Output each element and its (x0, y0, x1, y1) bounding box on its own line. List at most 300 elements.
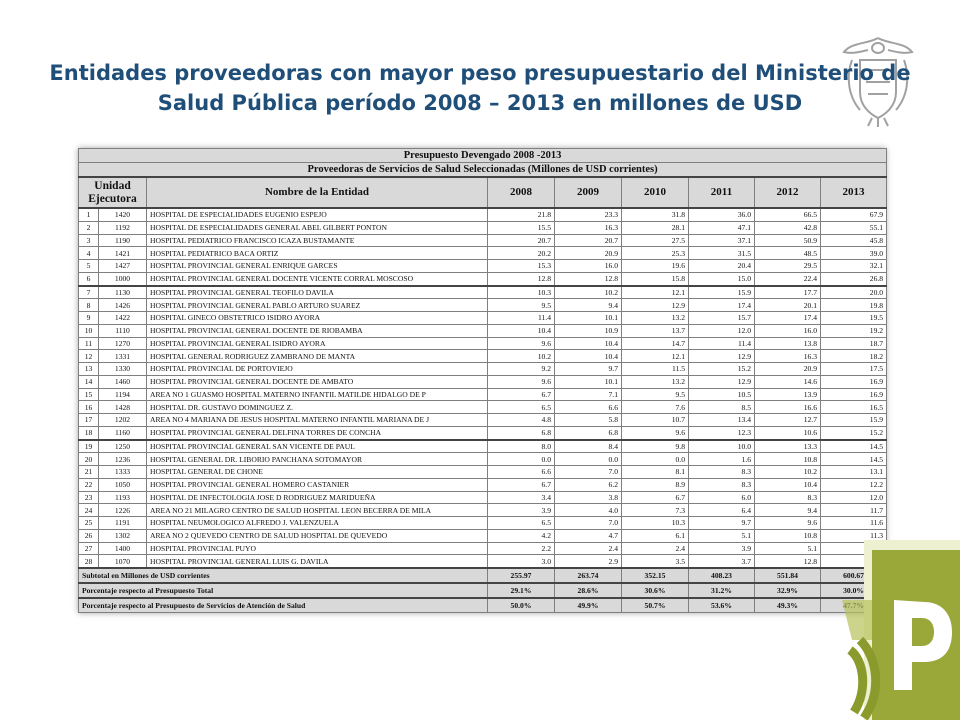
year-value: 16.5 (821, 401, 887, 414)
year-value: 13.8 (755, 337, 821, 350)
column-header-year: 2013 (821, 177, 887, 208)
year-value: 12.2 (821, 478, 887, 491)
totals-value: 600.67 (821, 568, 887, 583)
totals-value: 50.7% (622, 598, 689, 613)
year-value: 14.6 (755, 375, 821, 388)
year-value: 20.7 (488, 234, 555, 247)
year-value: 21.8 (488, 208, 555, 221)
entity-name: HOSPITAL GENERAL DE CHONE (147, 466, 488, 479)
year-value: 9.2 (488, 363, 555, 376)
year-value: 17.4 (755, 312, 821, 325)
year-value: 22.4 (755, 272, 821, 285)
totals-value: 31.2% (689, 583, 755, 598)
year-value: 19.5 (821, 312, 887, 325)
year-value: 2.9 (555, 555, 622, 568)
year-value: 15.9 (821, 414, 887, 427)
unit-code: 1160 (99, 426, 147, 439)
table-row (79, 491, 887, 504)
totals-value: 30.6% (622, 583, 689, 598)
entity-name: HOSPITAL PROVINCIAL GENERAL ENRIQUE GARCES (147, 260, 488, 273)
year-value: 42.8 (755, 221, 821, 234)
row-number: 15 (79, 388, 99, 401)
year-value: 6.8 (488, 426, 555, 439)
row-number: 7 (79, 286, 99, 299)
totals-value: 30.0% (821, 583, 887, 598)
table-row (79, 260, 887, 273)
year-value: 13.1 (821, 466, 887, 479)
year-value: 14.5 (821, 440, 887, 453)
totals-row (79, 583, 887, 598)
year-value: 10.8 (755, 529, 821, 542)
year-value: 8.5 (689, 401, 755, 414)
year-value: 4.2 (488, 529, 555, 542)
unit-code: 1333 (99, 466, 147, 479)
unit-code: 1400 (99, 542, 147, 555)
year-value: 50.9 (755, 234, 821, 247)
totals-value: 29.1% (488, 583, 555, 598)
year-value: 10.2 (755, 466, 821, 479)
year-value: 10.4 (555, 350, 622, 363)
unit-code: 1000 (99, 272, 147, 285)
unit-code: 1330 (99, 363, 147, 376)
table-heading-1: Presupuesto Devengado 2008 -2013 (79, 149, 887, 163)
year-value: 6.7 (488, 388, 555, 401)
table-row (79, 234, 887, 247)
row-number: 14 (79, 375, 99, 388)
table-row (79, 272, 887, 285)
year-value: 29.5 (755, 260, 821, 273)
year-value: 20.2 (488, 247, 555, 260)
year-value: 26.8 (821, 272, 887, 285)
year-value: 9.7 (555, 363, 622, 376)
totals-value: 49.3% (755, 598, 821, 613)
budget-table (78, 148, 887, 613)
year-value: 7.0 (555, 466, 622, 479)
unit-code: 1226 (99, 504, 147, 517)
table-row (79, 426, 887, 439)
year-value: 3.9 (488, 504, 555, 517)
column-header-year: 2010 (622, 177, 689, 208)
year-value: 12.8 (555, 272, 622, 285)
totals-label: Porcentaje respecto al Presupuesto de Servicios de Atención de Salud (79, 598, 488, 613)
entity-name: HOSPITAL GENERAL RODRIGUEZ ZAMBRANO DE MANTA (147, 350, 488, 363)
entity-name: HOSPITAL GENERAL DR. LIBORIO PANCHANA SOTOMAYOR (147, 453, 488, 466)
year-value: 39.0 (821, 247, 887, 260)
table-row (79, 247, 887, 260)
row-number: 19 (79, 440, 99, 453)
column-header-year: 2011 (689, 177, 755, 208)
entity-name: HOSPITAL PROVINCIAL GENERAL DOCENTE DE RIOBAMBA (147, 324, 488, 337)
year-value: 31.5 (689, 247, 755, 260)
entity-name: HOSPITAL PROVINCIAL GENERAL LUIS G. DAVILA (147, 555, 488, 568)
year-value: 7.3 (622, 504, 689, 517)
totals-value: 263.74 (555, 568, 622, 583)
entity-name: HOSPITAL PROVINCIAL GENERAL SAN VICENTE DE PAUL (147, 440, 488, 453)
table-row (79, 299, 887, 312)
totals-label: Subtotal en Millones de USD corrientes (79, 568, 488, 583)
totals-value: 255.97 (488, 568, 555, 583)
year-value: 2.2 (488, 542, 555, 555)
unit-code: 1193 (99, 491, 147, 504)
year-value: 10.2 (488, 350, 555, 363)
row-number: 2 (79, 221, 99, 234)
table-row (79, 542, 887, 555)
entity-name: HOSPITAL PEDIATRICO BACA ORTIZ (147, 247, 488, 260)
year-value: 10.3 (488, 286, 555, 299)
year-value: 19.6 (622, 260, 689, 273)
row-number: 4 (79, 247, 99, 260)
column-header-year: 2012 (755, 177, 821, 208)
year-value: 11.4 (488, 312, 555, 325)
entity-name: AREA NO 21 MILAGRO CENTRO DE SALUD HOSPITAL LEON BECERRA DE MILA (147, 504, 488, 517)
entity-name: HOSPITAL PEDIATRICO FRANCISCO ICAZA BUSTAMANTE (147, 234, 488, 247)
year-value: 5.1 (755, 542, 821, 555)
totals-value: 28.6% (555, 583, 622, 598)
entity-name: AREA NO 1 GUASMO HOSPITAL MATERNO INFANTIL MATILDE HIDALGO DE P (147, 388, 488, 401)
year-value: 16.3 (555, 221, 622, 234)
year-value: 11.7 (821, 504, 887, 517)
year-value: 8.9 (622, 478, 689, 491)
year-value: 6.8 (555, 426, 622, 439)
totals-value: 352.15 (622, 568, 689, 583)
table-row (79, 504, 887, 517)
column-header-unit: Unidad Ejecutora (79, 177, 147, 208)
column-header-year: 2009 (555, 177, 622, 208)
year-value: 7.6 (622, 401, 689, 414)
year-value: 16.6 (755, 401, 821, 414)
year-value: 12.1 (622, 286, 689, 299)
year-value: 16.0 (555, 260, 622, 273)
entity-name: HOSPITAL PROVINCIAL PUYO (147, 542, 488, 555)
slide-title-line1: Entidades proveedoras con mayor peso presupuestario del Ministerio de (49, 61, 911, 85)
row-number: 21 (79, 466, 99, 479)
unit-code: 1426 (99, 299, 147, 312)
year-value: 18.2 (821, 350, 887, 363)
year-value: 12.0 (689, 324, 755, 337)
row-number: 22 (79, 478, 99, 491)
unit-code: 1194 (99, 388, 147, 401)
year-value: 20.4 (689, 260, 755, 273)
row-number: 28 (79, 555, 99, 568)
year-value: 19.8 (821, 299, 887, 312)
year-value: 10.4 (555, 337, 622, 350)
year-value: 15.9 (689, 286, 755, 299)
year-value: 10.6 (755, 426, 821, 439)
year-value: 2.4 (555, 542, 622, 555)
row-number: 27 (79, 542, 99, 555)
year-value: 7.1 (555, 388, 622, 401)
year-value: 10.4 (755, 478, 821, 491)
year-value: 11.4 (689, 337, 755, 350)
entity-name: HOSPITAL DE INFECTOLOGIA JOSE D RODRIGUEZ MARIDUEÑA (147, 491, 488, 504)
year-value: 9.6 (488, 375, 555, 388)
row-number: 8 (79, 299, 99, 312)
entity-name: HOSPITAL PROVINCIAL GENERAL DOCENTE DE AMBATO (147, 375, 488, 388)
year-value: 11.3 (821, 529, 887, 542)
year-value: 15.5 (488, 221, 555, 234)
unit-code: 1270 (99, 337, 147, 350)
year-value: 12.9 (689, 350, 755, 363)
unit-code: 1070 (99, 555, 147, 568)
unit-code: 1460 (99, 375, 147, 388)
row-number: 12 (79, 350, 99, 363)
entity-name: HOSPITAL PROVINCIAL GENERAL PABLO ARTURO SUAREZ (147, 299, 488, 312)
year-value: 1.6 (689, 453, 755, 466)
unit-code: 1192 (99, 221, 147, 234)
year-value: 19.2 (821, 324, 887, 337)
entity-name: AREA NO 4 MARIANA DE JESUS HOSPITAL MATERNO INFANTIL MARIANA DE J (147, 414, 488, 427)
year-value: 66.5 (755, 208, 821, 221)
slide-title-line2: Salud Pública período 2008 – 2013 en millones de USD (157, 91, 803, 115)
row-number: 24 (79, 504, 99, 517)
year-value: 16.9 (821, 375, 887, 388)
year-value: 14.5 (821, 453, 887, 466)
year-value: 12.0 (821, 491, 887, 504)
year-value: 5.8 (555, 414, 622, 427)
unit-code: 1236 (99, 453, 147, 466)
unit-code: 1331 (99, 350, 147, 363)
year-value: 13.2 (622, 312, 689, 325)
year-value: 4.8 (488, 414, 555, 427)
table-row (79, 350, 887, 363)
year-value: 12.9 (689, 375, 755, 388)
entity-name: HOSPITAL PROVINCIAL GENERAL HOMERO CASTANIER (147, 478, 488, 491)
year-value: 9.6 (622, 426, 689, 439)
table-row (79, 208, 887, 221)
year-value: 4.0 (555, 504, 622, 517)
year-value: 12.3 (689, 426, 755, 439)
year-value: 47.1 (689, 221, 755, 234)
year-value: 9.4 (755, 504, 821, 517)
year-value: 0.0 (622, 453, 689, 466)
year-value: 9.4 (555, 299, 622, 312)
table-row (79, 312, 887, 325)
year-value: 15.3 (488, 260, 555, 273)
year-value: 0.0 (555, 453, 622, 466)
year-value: 31.8 (622, 208, 689, 221)
year-value: 10.1 (555, 312, 622, 325)
year-value: 15.7 (689, 312, 755, 325)
unit-code: 1110 (99, 324, 147, 337)
table-row (79, 388, 887, 401)
totals-label: Porcentaje respecto al Presupuesto Total (79, 583, 488, 598)
year-value: 3.7 (689, 555, 755, 568)
entity-name: HOSPITAL DR. GUSTAVO DOMINGUEZ Z. (147, 401, 488, 414)
row-number: 17 (79, 414, 99, 427)
table-row (79, 440, 887, 453)
year-value: 6.4 (689, 504, 755, 517)
unit-code: 1130 (99, 286, 147, 299)
budget-table-container (78, 148, 886, 613)
year-value: 6.5 (488, 401, 555, 414)
year-value: 36.0 (689, 208, 755, 221)
row-number: 20 (79, 453, 99, 466)
unit-code: 1428 (99, 401, 147, 414)
unit-code: 1190 (99, 234, 147, 247)
year-value: 20.1 (755, 299, 821, 312)
unit-code: 1302 (99, 529, 147, 542)
year-value: 10.0 (689, 440, 755, 453)
unit-code: 1050 (99, 478, 147, 491)
year-value: 10.4 (488, 324, 555, 337)
ministry-logo-icon (842, 540, 960, 720)
year-value: 8.3 (689, 466, 755, 479)
year-value: 20.0 (821, 286, 887, 299)
unit-code: 1420 (99, 208, 147, 221)
year-value: 6.2 (555, 478, 622, 491)
entity-name: HOSPITAL GINECO OBSTETRICO ISIDRO AYORA (147, 312, 488, 325)
table-heading-2: Proveedoras de Servicios de Salud Seleccionadas (Millones de USD corrientes) (79, 163, 887, 178)
year-value: 8.4 (555, 440, 622, 453)
unit-code: 1202 (99, 414, 147, 427)
year-value: 20.7 (555, 234, 622, 247)
year-value: 6.6 (555, 401, 622, 414)
table-body (79, 208, 887, 613)
totals-value: 551.84 (755, 568, 821, 583)
year-value: 12.8 (755, 555, 821, 568)
row-number: 9 (79, 312, 99, 325)
year-value: 25.3 (622, 247, 689, 260)
year-value: 16.3 (755, 350, 821, 363)
year-value: 45.8 (821, 234, 887, 247)
row-number: 25 (79, 517, 99, 530)
year-value: 15.0 (689, 272, 755, 285)
year-value: 10.3 (622, 517, 689, 530)
totals-row (79, 598, 887, 613)
table-row (79, 517, 887, 530)
table-row (79, 529, 887, 542)
year-value: 11.5 (622, 363, 689, 376)
column-header-year: 2008 (488, 177, 555, 208)
table-row (79, 286, 887, 299)
year-value: 17.4 (689, 299, 755, 312)
year-value: 10.9 (555, 324, 622, 337)
unit-code: 1191 (99, 517, 147, 530)
unit-code: 1422 (99, 312, 147, 325)
year-value: 9.5 (488, 299, 555, 312)
year-value: 9.6 (488, 337, 555, 350)
row-number: 23 (79, 491, 99, 504)
year-value: 18.7 (821, 337, 887, 350)
year-value: 28.1 (622, 221, 689, 234)
year-value: 17.5 (821, 363, 887, 376)
row-number: 11 (79, 337, 99, 350)
table-row (79, 401, 887, 414)
row-number: 5 (79, 260, 99, 273)
totals-value: 53.6% (689, 598, 755, 613)
year-value: 32.1 (821, 260, 887, 273)
year-value: 16.9 (821, 388, 887, 401)
year-value: 3.4 (488, 491, 555, 504)
year-value: 7.0 (555, 517, 622, 530)
entity-name: HOSPITAL NEUMOLOGICO ALFREDO J. VALENZUELA (147, 517, 488, 530)
year-value: 12.9 (622, 299, 689, 312)
table-row (79, 337, 887, 350)
year-value: 13.4 (689, 414, 755, 427)
year-value: 15.2 (821, 426, 887, 439)
row-number: 3 (79, 234, 99, 247)
totals-row (79, 568, 887, 583)
year-value: 67.9 (821, 208, 887, 221)
year-value: 9.8 (622, 440, 689, 453)
year-value: 12.1 (622, 350, 689, 363)
row-number: 1 (79, 208, 99, 221)
year-value: 12.8 (488, 272, 555, 285)
year-value: 13.3 (755, 440, 821, 453)
totals-value: 49.9% (555, 598, 622, 613)
year-value: 15.8 (622, 272, 689, 285)
year-value: 48.5 (755, 247, 821, 260)
year-value: 13.9 (755, 388, 821, 401)
unit-code: 1250 (99, 440, 147, 453)
table-row (79, 221, 887, 234)
year-value: 3.0 (488, 555, 555, 568)
row-number: 13 (79, 363, 99, 376)
year-value: 10.1 (555, 375, 622, 388)
year-value: 12.7 (755, 414, 821, 427)
table-row (79, 363, 887, 376)
column-header-name: Nombre de la Entidad (147, 177, 488, 208)
year-value: 10.7 (622, 414, 689, 427)
table-row (79, 324, 887, 337)
year-value: 2.4 (622, 542, 689, 555)
entity-name: AREA NO 2 QUEVEDO CENTRO DE SALUD HOSPITAL DE QUEVEDO (147, 529, 488, 542)
row-number: 26 (79, 529, 99, 542)
entity-name: HOSPITAL PROVINCIAL GENERAL DOCENTE VICENTE CORRAL MOSCOSO (147, 272, 488, 285)
entity-name: HOSPITAL PROVINCIAL GENERAL ISIDRO AYORA (147, 337, 488, 350)
year-value: 8.3 (755, 491, 821, 504)
slide-title (40, 58, 920, 118)
row-number: 18 (79, 426, 99, 439)
row-number: 6 (79, 272, 99, 285)
table-row (79, 414, 887, 427)
totals-value: 408.23 (689, 568, 755, 583)
row-number: 16 (79, 401, 99, 414)
year-value: 10.2 (555, 286, 622, 299)
year-value: 16.0 (755, 324, 821, 337)
entity-name: HOSPITAL DE ESPECIALIDADES EUGENIO ESPEJO (147, 208, 488, 221)
year-value: 55.1 (821, 221, 887, 234)
year-value: 23.3 (555, 208, 622, 221)
year-value: 6.6 (488, 466, 555, 479)
year-value: 13.2 (622, 375, 689, 388)
year-value: 14.7 (622, 337, 689, 350)
year-value: 15.2 (689, 363, 755, 376)
year-value: 6.7 (488, 478, 555, 491)
year-value: 8.3 (689, 478, 755, 491)
year-value: 8.1 (622, 466, 689, 479)
year-value: 3.8 (555, 491, 622, 504)
year-value: 0.0 (488, 453, 555, 466)
year-value: 3.9 (689, 542, 755, 555)
year-value: 37.1 (689, 234, 755, 247)
year-value: 9.5 (622, 388, 689, 401)
unit-code: 1421 (99, 247, 147, 260)
entity-name: HOSPITAL PROVINCIAL GENERAL TEOFILO DAVILA (147, 286, 488, 299)
year-value: 17.7 (755, 286, 821, 299)
year-value: 20.9 (555, 247, 622, 260)
year-value: 9.7 (689, 517, 755, 530)
entity-name: HOSPITAL PROVINCIAL GENERAL DELFINA TORRES DE CONCHA (147, 426, 488, 439)
table-row (79, 375, 887, 388)
table-row (79, 453, 887, 466)
year-value: 4.7 (555, 529, 622, 542)
totals-value: 32.9% (755, 583, 821, 598)
year-value: 9.6 (755, 517, 821, 530)
year-value: 13.7 (622, 324, 689, 337)
year-value: 6.7 (622, 491, 689, 504)
entity-name: HOSPITAL DE ESPECIALIDADES GENERAL ABEL GILBERT PONTON (147, 221, 488, 234)
